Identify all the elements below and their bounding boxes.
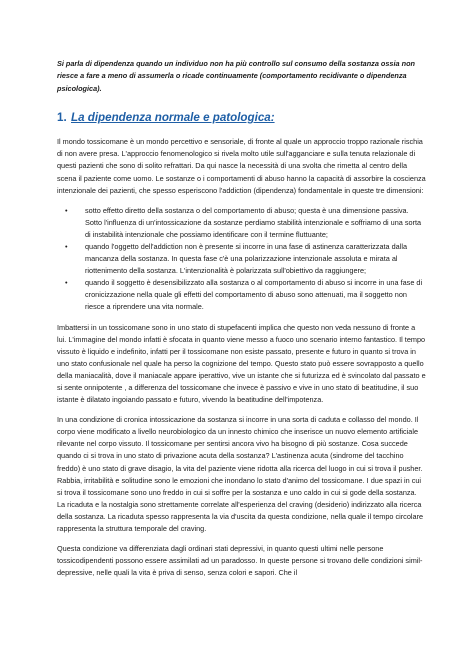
- bullet-icon: •: [65, 241, 68, 251]
- body-paragraph: Il mondo tossicomane è un mondo percettivo e sensoriale, di fronte al quale un approccio troppo razionale rischia di non avere presa. L'approccio fenomenologico si rivela molto utile sull'agganciare e sulla tenuta relazionale di questi pazienti che sono di solito refrattari. Da qui nasce la necessità di una svolta che rimetta al centro della scena il paziente come uomo. Le sostanze o i comportamenti di abuso hanno la capacità di assorbire la coscienza intenzionale dei pazienti, che spesso esperiscono l'addiction (dipendenza) fondamentale in queste tre dimensioni:: [57, 137, 426, 195]
- body-paragraph: Questa condizione va differenziata dagli ordinari stati depressivi, in quanto questi ultimi nelle persone tossicodipendenti possono essere assimilati ad un paradosso. In queste persone si trovano delle condizioni simil-depressive, nelle quali la vita è priva di senso, senza colori e sapori. Che il: [57, 544, 423, 578]
- bullet-list: [57, 205, 426, 314]
- bullet-icon: •: [65, 205, 68, 215]
- body-paragraph: In una condizione di cronica intossicazione da sostanza si incorre in una sorta di caduta e collasso del mondo. Il corpo viene modificato a livello neurobiologico da un innesto chimico che inserisce un nuovo elemento artificiale rilevante nel corpo vissuto. Il tossicomane per sentirsi ancora vivo ha bisogno di più sostanze. Cosa succede quando ci si trova in uno stato di privazione acuta della sostanza? L'astinenza acuta (sindrome del tacchino freddo) è uno stato di grave disagio, la vita del paziente viene ridotta alla ricerca del luogo in cui si trova il pusher. Rabbia, irritabilità e solitudine sono le emozioni che inondano lo stato d'animo del tossicomane. I due spazi in cui si trova il tossicomane sono uno freddo in cui si soffre per la sostanza e uno caldo in cui si gode della sostanza. La ricaduta e la nostalgia sono strettamente correlate all'esperienza del craving (desiderio) indirizzato alla ricerca della sostanza. La ricaduta spesso rappresenta la via d'uscita da questa condizione, nella quale il tempo circolare rappresenta la struttura temporale del craving.: [57, 415, 424, 534]
- body-paragraph: Imbattersi in un tossicomane sono in uno stato di stupefacenti implica che questo non veda nessuno di fronte a lui. L'immagine del mondo infatti è sfocata in quanto viene messo a fuoco uno scenario interno fantastico. Il tempo vissuto è liquido e indefinito, infatti per il tossicomane non esiste passato, presente e futuro in quanto si trova in uno stato confusionale nel quale ha perso la cognizione del tempo. Questo stato può essere sovrapposto a quello della maniacalità, dove il maniacale appare iperattivo, vive un istante che si futurizza ed è svincolato dal passato e si sente onnipotente , a differenza del tossicomane che invece è passivo e vive in uno stato di beatitudine, il suo istante è dilatato ingoiando passato e futuro, vivendo la beatitudine dell'impotenza.: [57, 322, 426, 405]
- list-item: • sotto effetto diretto della sostanza o del comportamento di abuso; questa è una dimensione passiva. Sotto l'influenza di un'intossicazione da sostanze perdiamo stabilità intenzionale e soffriamo di una sorta di instabilità intenzionale che possiamo identificare con il termine fluttuante;: [65, 205, 422, 239]
- list-item: • quando il soggetto è desensibilizzato alla sostanza o al comportamento di abuso si incorre in una fase di cronicizzazione nella quale gli effetti del comportamento di abuso sono attenuati, ma il soggetto non riesce a riprendere una vita normale.: [65, 278, 423, 312]
- section-title: La dipendenza normale e patologica:: [71, 111, 275, 125]
- list-item: • quando l'oggetto dell'addiction non è presente si incorre in una fase di astinenza caratterizzata dalla mancanza della sostanza. In questa fase c'è una polarizzazione intenzionale assoluta e mirata al riottenimento della sostanza. L'intenzionalità è polarizzata sull'obiettivo da raggiungere;: [65, 241, 408, 276]
- section-heading: [57, 111, 426, 124]
- intro-paragraph: Si parla di dipendenza quando un individuo non ha più controllo sul consumo della sostanza ossia non riesce a fare a meno di assumerla o ricade continuamente (comportamento recidivante o dipendenza psicologica).: [57, 59, 415, 93]
- bullet-icon: •: [65, 278, 68, 288]
- section-number: 1.: [57, 111, 67, 125]
